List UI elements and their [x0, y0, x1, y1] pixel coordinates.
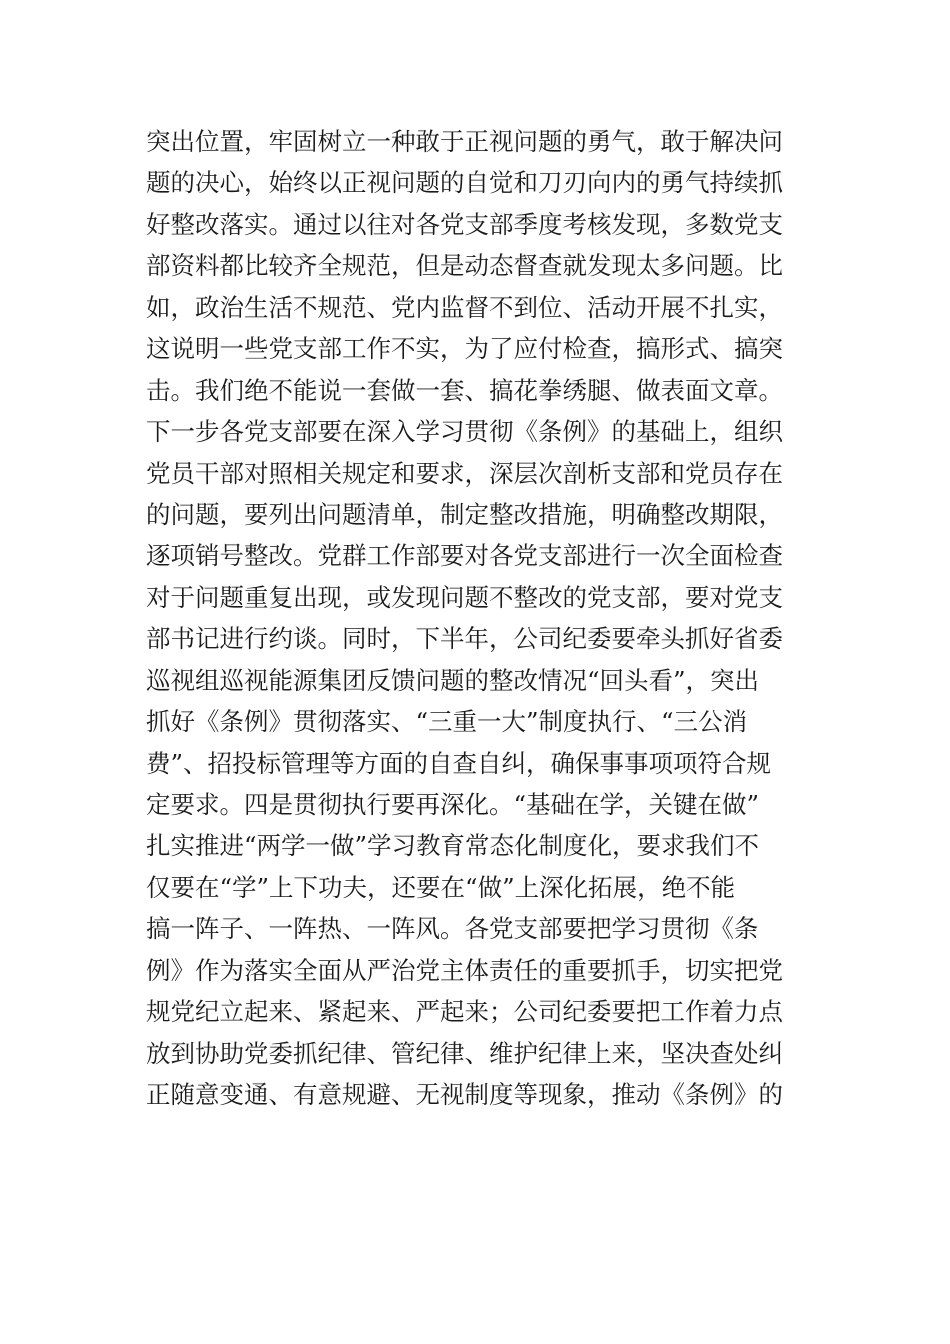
text-line: 定要求。四是贯彻执行要再深化。“基础在学，关键在做”: [146, 790, 760, 819]
text-line: 下一步各党支部要在深入学习贯彻《条例》的基础上，组织: [146, 417, 783, 447]
text-line: 部资料都比较齐全规范，但是动态督查就发现太多问题。比: [146, 251, 783, 281]
text-line: 抓好《条例》贯彻落实、“三重一大”制度执行、“三公消: [146, 707, 748, 737]
text-line: 题的决心，始终以正视问题的自觉和刀刃向内的勇气持续抓: [146, 168, 783, 198]
text-line: 搞一阵子、一阵热、一阵风。各党支部要把学习贯彻《条: [146, 914, 759, 944]
text-line: 这说明一些党支部工作不实，为了应付检查，搞形式、搞突: [146, 334, 783, 364]
text-line: 党员干部对照相关规定和要求，深层次剖析支部和党员存在: [146, 458, 783, 488]
text-line: 仅要在“学”上下功夫，还要在“做”上深化拓展，绝不能: [146, 872, 736, 902]
text-line: 放到协助党委抓纪律、管纪律、维护纪律上来，坚决查处纠: [146, 1038, 783, 1068]
text-line: 击。我们绝不能说一套做一套、搞花拳绣腿、做表面文章。: [146, 375, 783, 405]
text-line: 突出位置，牢固树立一种敢于正视问题的勇气，敢于解决问: [146, 127, 783, 156]
text-line: 逐项销号整改。党群工作部要对各党支部进行一次全面检查: [146, 541, 783, 571]
text-line: 巡视组巡视能源集团反馈问题的整改情况“回头看”，突出: [146, 665, 760, 695]
text-line: 的问题，要列出问题清单，制定整改措施，明确整改期限，: [146, 499, 783, 529]
text-line: 例》作为落实全面从严治党主体责任的重要抓手，切实把党: [146, 955, 783, 985]
text-line: 好整改落实。通过以往对各党支部季度考核发现，多数党支: [146, 209, 783, 239]
text-line: 扎实推进“两学一做”学习教育常态化制度化，要求我们不: [146, 831, 760, 861]
text-line: 部书记进行约谈。同时，下半年，公司纪委要牵头抓好省委: [146, 624, 783, 654]
text-line: 正随意变通、有意规避、无视制度等现象，推动《条例》的: [146, 1080, 783, 1110]
text-line: 规党纪立起来、紧起来、严起来；公司纪委要把工作着力点: [146, 997, 783, 1027]
text-line: 费”、招投标管理等方面的自查自纠，确保事事项项符合规: [146, 748, 772, 778]
text-line: 如，政治生活不规范、党内监督不到位、活动开展不扎实，: [146, 292, 783, 322]
body-text: [146, 121, 826, 1116]
text-line: 对于问题重复出现，或发现问题不整改的党支部，要对党支: [146, 582, 783, 612]
